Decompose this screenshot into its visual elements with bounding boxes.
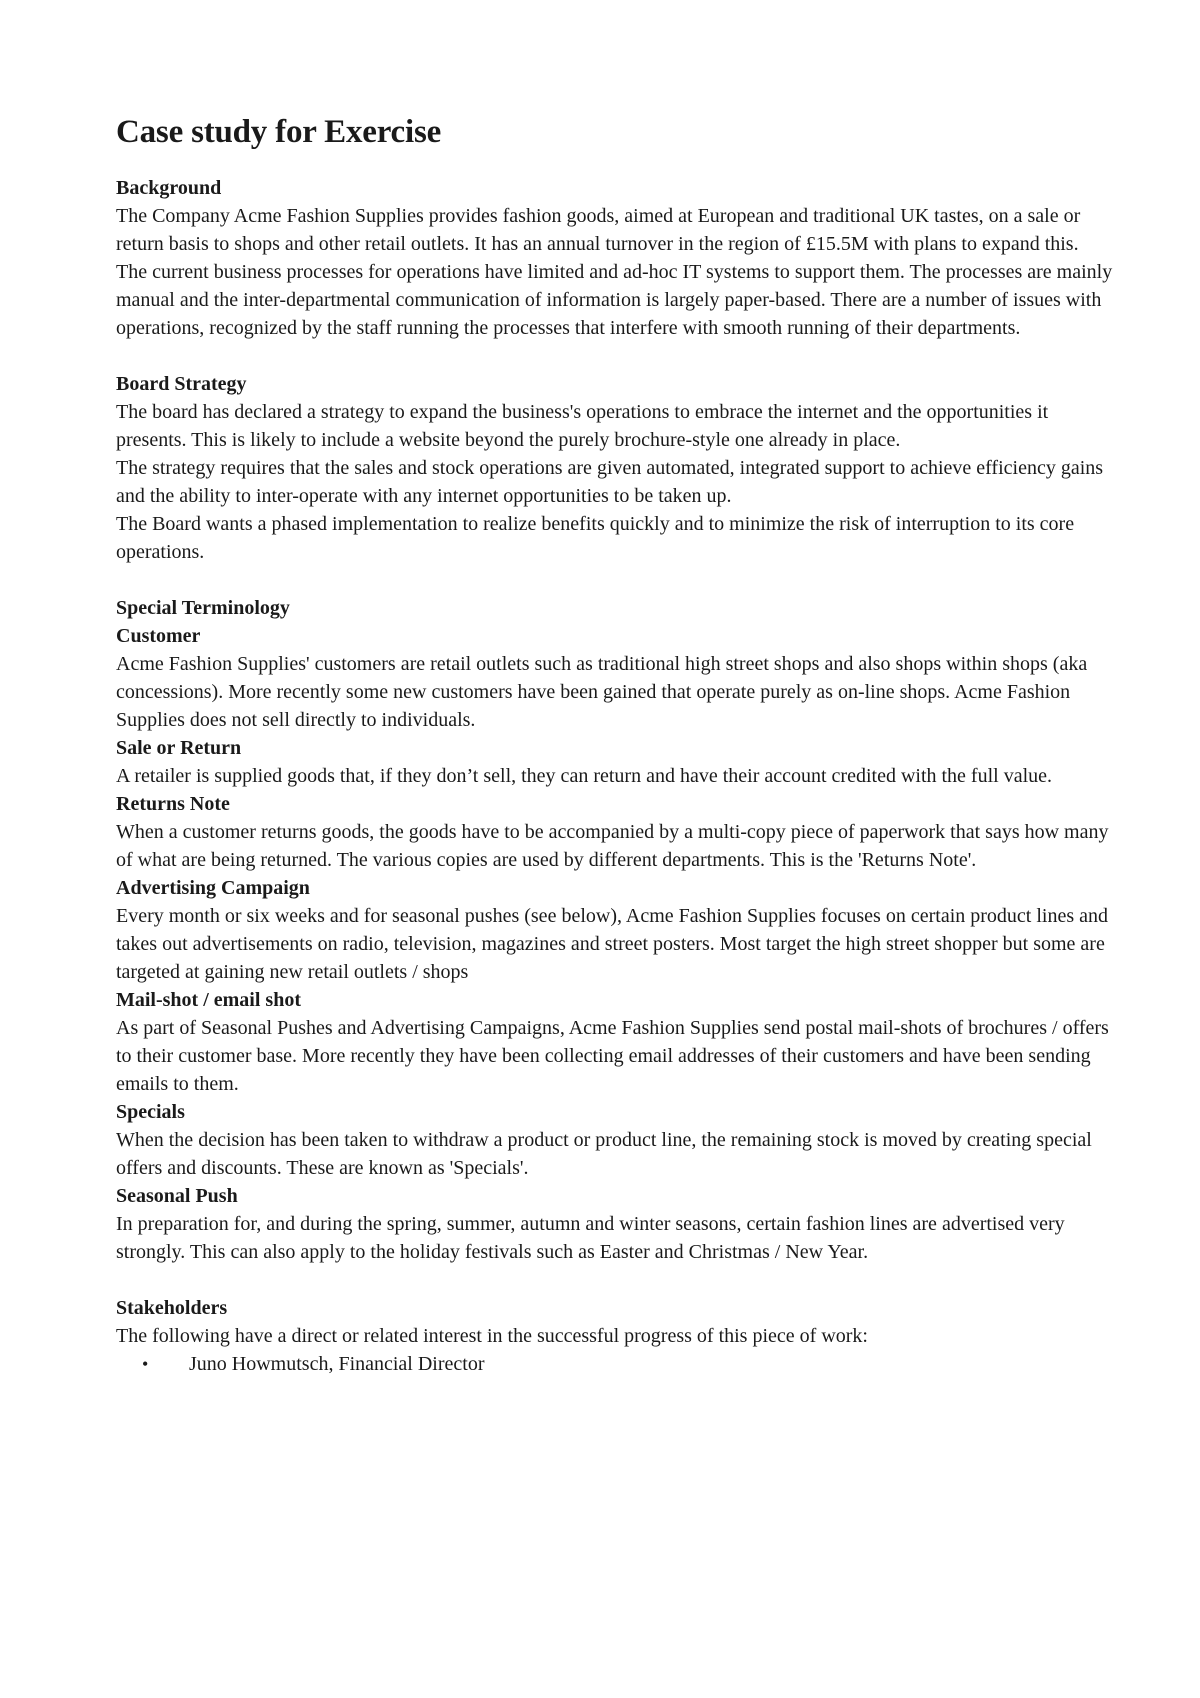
- term-mail-shot: [116, 986, 1116, 1098]
- term-definition: As part of Seasonal Pushes and Advertising Campaigns, Acme Fashion Supplies send postal mail-shots of brochures / offers to their customer base. More recently they have been collecting email addresses of their customers and have been sending emails to them.: [116, 1017, 1109, 1095]
- list-item: [116, 1350, 1116, 1378]
- term-advertising-campaign: [116, 874, 1116, 986]
- term-specials: [116, 1098, 1116, 1182]
- term-definition: In preparation for, and during the spring, summer, autumn and winter seasons, certain fashion lines are advertised very strongly. This can also apply to the holiday festivals such as Easter and Christmas / New Year.: [116, 1213, 1065, 1263]
- board-strategy-paragraph: The board has declared a strategy to expand the business's operations to embrace the internet and the opportunities it presents. This is likely to include a website beyond the purely brochure-style one already in place.: [116, 401, 1049, 451]
- stakeholders-heading: Stakeholders: [116, 1297, 228, 1319]
- term-seasonal-push: [116, 1182, 1116, 1266]
- term-title: Specials: [116, 1101, 185, 1123]
- term-returns-note: [116, 790, 1116, 874]
- document-title: Case study for Exercise: [116, 114, 442, 150]
- background-section: [116, 174, 1116, 342]
- stakeholders-list: [116, 1350, 1116, 1378]
- term-definition: Acme Fashion Supplies' customers are retail outlets such as traditional high street shops and also shops within shops (aka concessions). More recently some new customers have been gained that operate purely as on-line shops. Acme Fashion Supplies does not sell directly to individuals.: [116, 653, 1088, 731]
- term-title: Sale or Return: [116, 737, 242, 759]
- term-definition: When the decision has been taken to withdraw a product or product line, the remaining stock is moved by creating special offers and discounts. These are known as 'Specials'.: [116, 1129, 1092, 1179]
- board-strategy-paragraph: The strategy requires that the sales and stock operations are given automated, integrated support to achieve efficiency gains and the ability to inter-operate with any internet opportunities to be taken up.: [116, 457, 1104, 507]
- term-title: Mail-shot / email shot: [116, 989, 301, 1011]
- terminology-heading: Special Terminology: [116, 597, 290, 619]
- terminology-section: [116, 594, 1116, 1266]
- stakeholders-section: [116, 1294, 1116, 1378]
- term-title: Seasonal Push: [116, 1185, 238, 1207]
- stakeholders-intro: The following have a direct or related interest in the successful progress of this piece of work:: [116, 1325, 868, 1347]
- stakeholder-name: Juno Howmutsch, Financial Director: [189, 1353, 485, 1375]
- term-definition: A retailer is supplied goods that, if they don’t sell, they can return and have their account credited with the full value.: [116, 765, 1053, 787]
- term-title: Returns Note: [116, 793, 230, 815]
- board-strategy-heading: Board Strategy: [116, 373, 247, 395]
- board-strategy-section: [116, 370, 1116, 566]
- document-page: [116, 112, 1116, 1406]
- term-title: Customer: [116, 625, 201, 647]
- term-sale-or-return: [116, 734, 1116, 790]
- board-strategy-paragraph: The Board wants a phased implementation to realize benefits quickly and to minimize the risk of interruption to its core operations.: [116, 513, 1075, 563]
- term-definition: Every month or six weeks and for seasonal pushes (see below), Acme Fashion Supplies focuses on certain product lines and takes out advertisements on radio, television, magazines and street posters. Most target the high street shopper but some are targeted at gaining new retail outlets / shops: [116, 905, 1108, 983]
- bullet-icon: •: [142, 1354, 149, 1374]
- background-paragraph: The Company Acme Fashion Supplies provides fashion goods, aimed at European and traditional UK tastes, on a sale or return basis to shops and other retail outlets. It has an annual turnover in the region of £15.5M with plans to expand this.: [116, 205, 1081, 255]
- term-definition: When a customer returns goods, the goods have to be accompanied by a multi-copy piece of paperwork that says how many of what are being returned. The various copies are used by different departments. This is the 'Returns Note'.: [116, 821, 1109, 871]
- term-title: Advertising Campaign: [116, 877, 310, 899]
- background-heading: Background: [116, 177, 222, 199]
- term-customer: [116, 622, 1116, 734]
- background-paragraph: The current business processes for operations have limited and ad-hoc IT systems to support them. The processes are mainly manual and the inter-departmental communication of information is largely paper-based. There are a number of issues with operations, recognized by the staff running the processes that interfere with smooth running of their departments.: [116, 261, 1113, 339]
